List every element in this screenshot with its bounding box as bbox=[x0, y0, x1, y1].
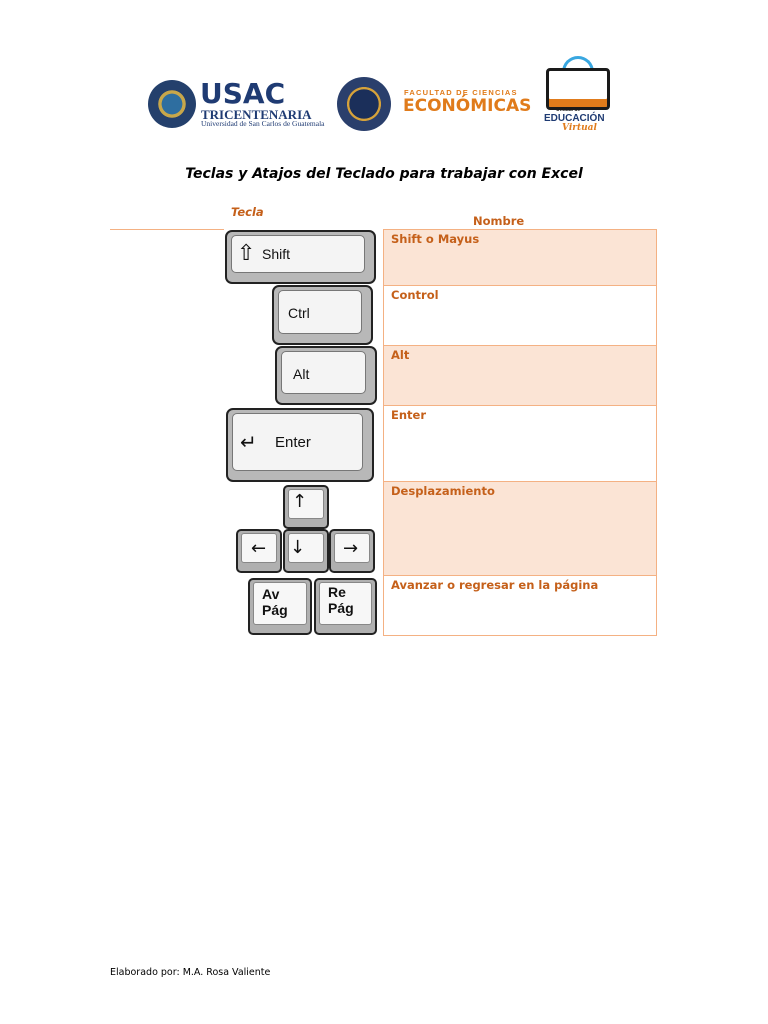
row-name: Control bbox=[391, 288, 439, 302]
virtual-unit-line2: EDUCACIÓN bbox=[544, 113, 605, 124]
table-row bbox=[383, 345, 657, 406]
table-row bbox=[383, 405, 657, 482]
enter-key-label: Enter bbox=[275, 434, 311, 451]
table-row bbox=[383, 229, 657, 286]
page-down-label: Av Pág bbox=[262, 586, 288, 618]
row-name: Enter bbox=[391, 408, 427, 422]
economics-seal-icon bbox=[337, 77, 391, 131]
arrow-down-key bbox=[283, 529, 329, 573]
row-name: Avanzar o regresar en la página bbox=[391, 578, 599, 592]
arrow-up-key bbox=[283, 485, 329, 529]
ctrl-key bbox=[272, 285, 373, 345]
usac-subtitle: TRICENTENARIA bbox=[201, 107, 312, 122]
arrow-left-key bbox=[236, 529, 282, 573]
row-name: Desplazamiento bbox=[391, 484, 495, 498]
usac-name: USAC bbox=[200, 77, 286, 110]
faculty-line1: FACULTAD DE CIENCIAS bbox=[404, 88, 518, 97]
page-up-key bbox=[314, 578, 377, 635]
arrow-up-icon: ↑ bbox=[292, 491, 308, 512]
table-row bbox=[383, 285, 657, 346]
row-name: Shift o Mayus bbox=[391, 232, 480, 246]
book-icon bbox=[546, 68, 610, 110]
alt-key-label: Alt bbox=[293, 366, 310, 382]
virtual-unit-line1: Unidad de bbox=[556, 107, 581, 113]
header-divider bbox=[110, 229, 224, 230]
alt-key bbox=[275, 346, 377, 405]
usac-university: Universidad de San Carlos de Guatemala bbox=[201, 119, 325, 128]
column-header-name: Nombre bbox=[473, 214, 525, 228]
table-row bbox=[383, 481, 657, 576]
arrow-left-icon: ← bbox=[251, 538, 267, 559]
document-title: Teclas y Atajos del Teclado para trabajar con Excel bbox=[185, 166, 583, 182]
arrow-down-icon: ↓ bbox=[290, 537, 306, 558]
page-down-key bbox=[248, 578, 312, 635]
footer-credit: Elaborado por: M.A. Rosa Valiente bbox=[110, 967, 271, 978]
shift-arrow-icon: ⇧ bbox=[237, 241, 256, 266]
row-name: Alt bbox=[391, 348, 410, 362]
arrow-right-icon: → bbox=[343, 538, 359, 559]
virtual-education-logo bbox=[542, 56, 610, 134]
enter-arrow-icon: ↵ bbox=[240, 430, 257, 454]
column-header-key: Tecla bbox=[231, 205, 264, 219]
usac-seal-icon bbox=[148, 80, 196, 128]
virtual-unit-line3: Virtual bbox=[562, 123, 597, 133]
arrow-right-key bbox=[329, 529, 375, 573]
table-row bbox=[383, 575, 657, 636]
faculty-line2: ECONÓMICAS bbox=[403, 96, 532, 116]
shift-key bbox=[225, 230, 376, 284]
page-up-label: Re Pág bbox=[328, 584, 354, 616]
usac-logo bbox=[148, 77, 325, 130]
enter-key bbox=[226, 408, 374, 482]
shift-key-label: Shift bbox=[262, 246, 291, 262]
ctrl-key-label: Ctrl bbox=[288, 305, 310, 321]
